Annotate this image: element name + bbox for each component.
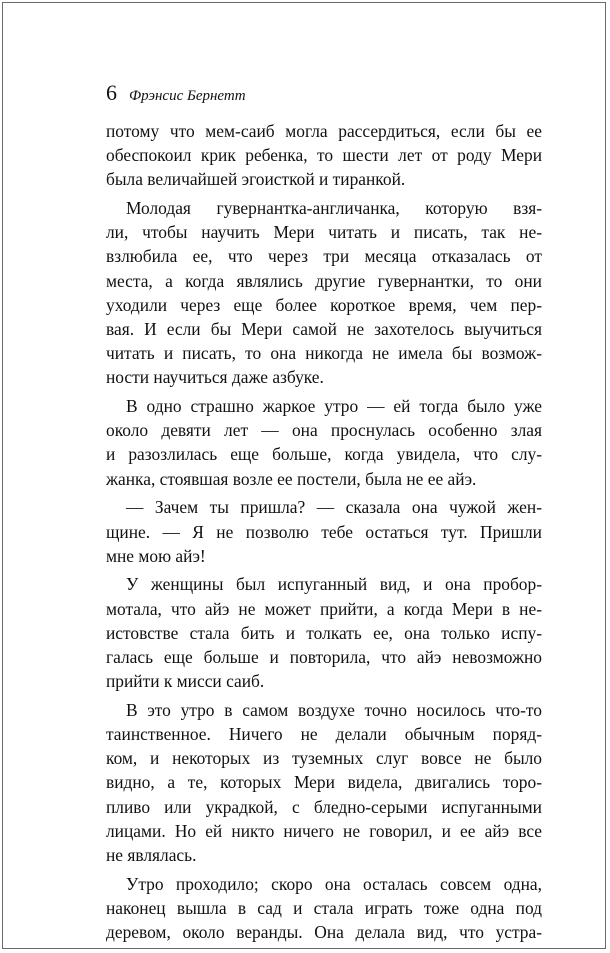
paragraph bbox=[106, 698, 542, 867]
text-line: лицами. Но ей никто ничего не говорил, и ее айэ все bbox=[106, 820, 542, 841]
text-line: Молодая гувернантка-англичанка, которую взя- bbox=[126, 198, 542, 219]
text-line: читать и писать, то она никогда не имела бы возмож- bbox=[106, 343, 542, 364]
text-line: обеспокоил крик ребенка, то шести лет от роду Мери bbox=[106, 145, 542, 166]
body-text bbox=[106, 119, 542, 944]
text-line: галась еще больше и повторила, что айэ невозможно bbox=[106, 646, 542, 667]
text-line: — Зачем ты пришла? — сказала она чужой жен- bbox=[126, 497, 542, 518]
text-line: и разозлилась еще больше, когда увидела, что слу- bbox=[106, 444, 542, 465]
text-line: мне мою айэ! bbox=[106, 545, 206, 566]
text-line: мотала, что айэ не может прийти, а когда Мери в не- bbox=[106, 598, 542, 619]
text-line: щине. — Я не позволю тебе остаться тут. Пришли bbox=[106, 521, 542, 542]
text-line: ком, и некоторых из туземных слуг вовсе не было bbox=[106, 748, 542, 769]
text-line: У женщины был испуганный вид, и она пробор- bbox=[126, 574, 542, 595]
text-line: вая. И если бы Мери самой не захотелось выучиться bbox=[106, 319, 542, 339]
running-head-author: Фрэнсис Бернетт bbox=[129, 88, 246, 104]
text-line: прийти к мисси саиб. bbox=[106, 671, 265, 692]
text-line: ности научиться даже азбуке. bbox=[106, 367, 324, 388]
text-line: места, а когда являлись другие гувернантки, то они bbox=[106, 270, 542, 291]
text-line: была величайшей эгоисткой и тиранкой. bbox=[106, 169, 406, 190]
text-line: потому что мем-саиб могла рассердиться, если бы ее bbox=[106, 121, 542, 141]
paragraph bbox=[106, 119, 542, 192]
paragraph bbox=[106, 872, 542, 945]
text-line: уходили через еще более короткое время, чем пер- bbox=[106, 294, 542, 315]
text-line: ли, чтобы научить Мери читать и писать, так не- bbox=[106, 222, 542, 243]
text-line: Утро проходило; скоро она осталась совсем одна, bbox=[126, 873, 542, 894]
page-number: 6 bbox=[106, 80, 117, 105]
page-header bbox=[106, 78, 246, 108]
paragraph bbox=[106, 495, 542, 568]
text-line: таинственное. Ничего не делали обычным поряд- bbox=[106, 724, 542, 744]
text-line: В одно страшно жаркое утро — ей тогда было уже bbox=[126, 396, 542, 417]
paragraph bbox=[106, 572, 542, 693]
paragraph bbox=[106, 196, 542, 390]
text-line: наконец вышла в сад и стала играть тоже одна под bbox=[106, 897, 542, 918]
page bbox=[2, 2, 606, 949]
text-line: около девяти лет — она проснулась особенно злая bbox=[106, 420, 542, 441]
text-line: жанка, стоявшая возле ее постели, была не ее айэ. bbox=[106, 468, 477, 489]
text-line: не являлась. bbox=[106, 844, 197, 865]
text-line: деревом, около веранды. Она делала вид, что устра- bbox=[106, 922, 542, 942]
text-line: истовстве стала бить и толкать ее, она только испу- bbox=[106, 622, 542, 643]
text-line: видно, а те, которых Мери видела, двигались торо- bbox=[106, 772, 542, 793]
text-line: пливо или украдкой, с бледно-серыми испуганными bbox=[106, 796, 542, 817]
text-line: В это утро в самом воздухе точно носилось что-то bbox=[126, 699, 542, 720]
paragraph bbox=[106, 394, 542, 491]
text-line: взлюбила ее, что через три месяца отказалась от bbox=[106, 246, 542, 267]
